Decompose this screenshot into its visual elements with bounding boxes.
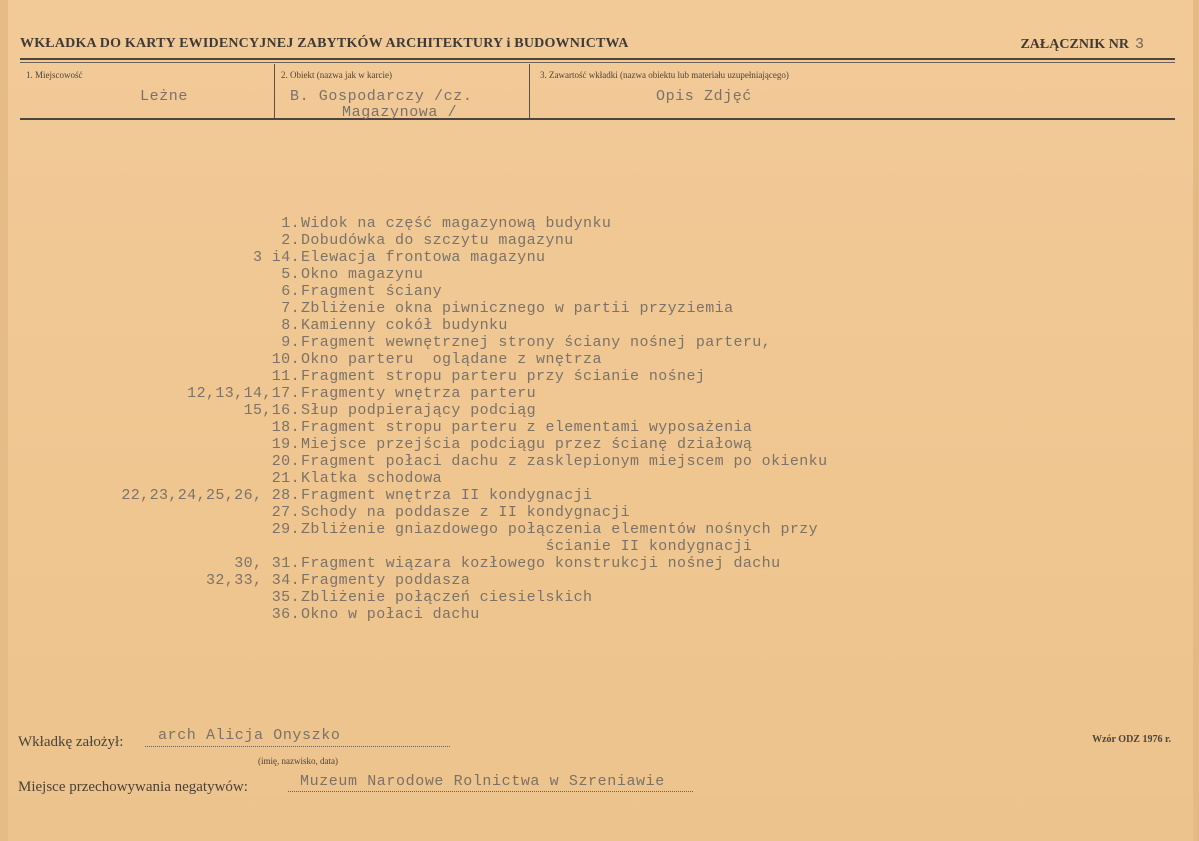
photo-caption: Fragment wiązara kozłowego konstrukcji nośnej dachu [301,555,781,572]
photo-number: 3 i4. [252,249,300,266]
content-value: Opis Zdjęć [656,88,753,105]
storage-value: Muzeum Narodowe Rolnictwa w Szreniawie [300,773,665,790]
photo-row [0,300,1000,317]
photo-caption: Okno parteru oglądane z wnętrza [301,351,602,368]
annex-number: 3 [1134,36,1144,53]
photo-row [0,402,1000,419]
photo-row [0,538,1000,555]
photo-number: 2. [281,232,300,249]
photo-number: 7. [281,300,300,317]
photo-caption: Fragment wnętrza II kondygnacji [301,487,593,504]
card-edge-right [1193,0,1199,841]
storage-line [288,791,693,792]
photo-caption: Fragment ściany [301,283,443,300]
photo-number: 12,13,14,17. [187,385,300,402]
photo-caption: Fragment połaci dachu z zasklepionym miejscem po okienku [301,453,828,470]
photo-number: 22,23,24,25,26, 28. [121,487,300,504]
photo-row [0,283,1000,300]
photo-number: 36. [271,606,300,623]
photo-caption: Fragment stropu parteru z elementami wyposażenia [301,419,753,436]
photo-row [0,317,1000,334]
annex-label [1020,36,1144,53]
photo-number: 21. [271,470,300,487]
photo-caption: Okno w połaci dachu [301,606,480,623]
photo-number: 6. [281,283,300,300]
photo-row [0,436,1000,453]
created-by-note: (imię, nazwisko, data) [258,756,338,766]
photo-number: 19. [271,436,300,453]
storage-label: Miejsce przechowywania negatywów: [18,779,248,795]
photo-number: 32,33, 34. [205,572,300,589]
photo-row [0,368,1000,385]
fields-rule [20,118,1175,120]
header-rule-thin [20,62,1175,63]
photo-caption: Fragmenty wnętrza parteru [301,385,537,402]
photo-caption: Schody na poddasze z II kondygnacji [301,504,631,521]
locality-value: Leżne [140,88,189,105]
field-divider-1 [274,64,275,119]
photo-row [0,334,1000,351]
photo-row [0,606,1000,623]
photo-number: 20. [271,453,300,470]
photo-row [0,487,1000,504]
photo-row [0,589,1000,606]
photo-caption: Dobudówka do szczytu magazynu [301,232,574,249]
photo-caption: Zbliżenie gniazdowego połączenia elementów nośnych przy [301,521,819,538]
photo-caption: Zbliżenie połączeń ciesielskich [301,589,593,606]
photo-row [0,572,1000,589]
content-label: 3. Zawartość wkładki (nazwa obiektu lub materiału uzupełniającego) [540,70,789,80]
photo-row [0,555,1000,572]
photo-number: 1. [281,215,300,232]
photo-number: 30, 31. [234,555,300,572]
photo-number: 29. [271,521,300,538]
locality-label: 1. Miejscowość [26,70,83,80]
photo-row [0,453,1000,470]
header-rule [20,58,1175,60]
object-value-line1: B. Gospodarczy /cz. [290,88,473,105]
photo-caption: Kamienny cokół budynku [301,317,508,334]
photo-caption: Klatka schodowa [301,470,443,487]
photo-row [0,249,1000,266]
photo-row [0,232,1000,249]
created-by-value: arch Alicja Onyszko [158,727,341,744]
photo-row [0,504,1000,521]
photo-row [0,266,1000,283]
photo-row [0,385,1000,402]
photo-caption: Fragmenty poddasza [301,572,471,589]
annex-label-text: ZAŁĄCZNIK NR [1020,37,1129,52]
photo-number: 9. [281,334,300,351]
photo-number: 10. [271,351,300,368]
photo-number: 8. [281,317,300,334]
photo-caption: Fragment stropu parteru przy ścianie nośnej [301,368,706,385]
form-pattern: Wzór ODZ 1976 r. [1092,734,1171,745]
photo-row [0,470,1000,487]
photo-caption: ścianie II kondygnacji [301,538,753,555]
photo-caption: Słup podpierający podciąg [301,402,537,419]
photo-caption: Widok na część magazynową budynku [301,215,612,232]
photo-number: 35. [271,589,300,606]
field-divider-2 [529,64,530,119]
photo-row [0,351,1000,368]
photo-caption: Zbliżenie okna piwnicznego w partii przyziemia [301,300,734,317]
photo-caption: Elewacja frontowa magazynu [301,249,546,266]
photo-row [0,419,1000,436]
photo-row [0,215,1000,232]
photo-number: 18. [271,419,300,436]
object-label: 2. Obiekt (nazwa jak w karcie) [281,70,392,80]
photo-caption: Okno magazynu [301,266,424,283]
photo-number: 27. [271,504,300,521]
photo-caption: Fragment wewnętrznej strony ściany nośnej parteru, [301,334,772,351]
photo-number: 11. [271,368,300,385]
object-value-line2: Magazynowa / [342,104,458,121]
photo-number: 15,16. [243,402,300,419]
created-by-line [145,746,450,747]
card-title: WKŁADKA DO KARTY EWIDENCYJNEJ ZABYTKÓW ARCHITEKTURY i BUDOWNICTWA [20,36,629,51]
created-by-label: Wkładkę założył: [18,734,124,750]
photo-row [0,521,1000,538]
photo-caption: Miejsce przejścia podciągu przez ścianę działową [301,436,753,453]
photo-number: 5. [281,266,300,283]
